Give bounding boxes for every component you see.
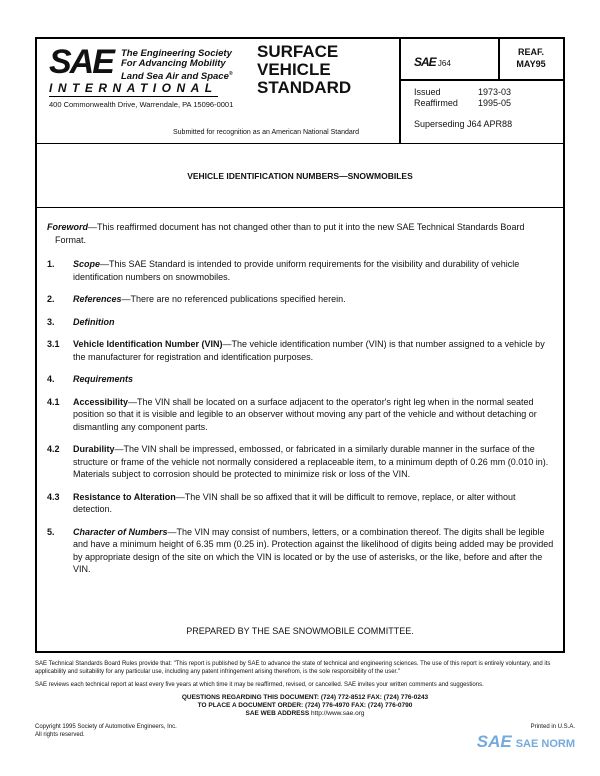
- reaffirmed-date: 1995-05: [478, 98, 512, 108]
- section-heading: Vehicle Identification Number (VIN): [73, 339, 223, 349]
- document-frame: [35, 37, 565, 653]
- watermark-logo: SAE: [476, 732, 512, 751]
- section: [47, 316, 557, 329]
- address: 400 Commonwealth Drive, Warrendale, PA 15096-0001: [49, 100, 234, 109]
- rights: All rights reserved.: [35, 732, 85, 738]
- web-link[interactable]: http://www.sae.org: [311, 710, 365, 717]
- copyright: Copyright 1995 Society of Automotive Engineers, Inc.: [35, 724, 177, 730]
- section-heading: Definition: [73, 316, 115, 327]
- status-line: REAF.: [517, 47, 544, 57]
- section: [47, 258, 557, 283]
- section-text: —The VIN shall be so affixed that it will be difficult to remove, replace, or alter without detection.: [73, 491, 516, 514]
- section-number: 4.2: [47, 444, 60, 454]
- section-number: 4.: [47, 374, 55, 384]
- order-phone: (724) 776-4970 FAX: (724) 776-0790: [305, 702, 413, 709]
- section-text: —The VIN shall be located on a surface adjacent to the operator's right leg when in the normal seated position so that it is visible and legible to an observer without moving any part of the vehicle and without detaching or dismantling any component parts.: [73, 396, 537, 432]
- section-heading: Scope: [73, 259, 101, 269]
- contact-info: [35, 694, 575, 718]
- section: [47, 396, 557, 434]
- printed-in: Printed in U.S.A.: [530, 724, 575, 730]
- tagline-line: The Engineering Society: [121, 48, 232, 59]
- section: [47, 293, 557, 306]
- doc-number-value: J64: [437, 59, 451, 68]
- document-title: VEHICLE IDENTIFICATION NUMBERS—SNOWMOBILES: [37, 144, 563, 208]
- document-header: [37, 39, 563, 144]
- document-footer: [35, 660, 575, 751]
- section-heading: Character of Numbers: [73, 526, 168, 537]
- section-heading: Durability: [73, 444, 115, 454]
- standard-type: [257, 43, 351, 97]
- section: [47, 338, 557, 363]
- standard-type-line: SURFACE: [257, 42, 339, 61]
- foreword-text: —This reaffirmed document has not changed other than to put it into the new SAE Technical Standards Board Format.: [55, 222, 525, 245]
- document-body: [47, 221, 557, 586]
- tagline: [121, 49, 233, 82]
- board-rules: SAE Technical Standards Board Rules provide that: "This report is published by SAE to advance the state of technical and engineering sciences. The use of this report is entirely voluntary, and its applicability and suitability for any particular use, including any patent infringement arising therefrom, is the sole responsibility of the user.": [35, 661, 551, 675]
- registered-mark: ®: [228, 71, 233, 77]
- web-label: SAE WEB ADDRESS: [245, 710, 310, 717]
- section-text: —There are no referenced publications specified herein.: [121, 294, 346, 304]
- issued-label: Issued: [414, 87, 441, 97]
- foreword: [47, 221, 557, 246]
- section: [47, 443, 557, 481]
- section-heading: Requirements: [73, 374, 134, 384]
- foreword-heading: Foreword: [47, 222, 89, 232]
- questions-phone: (724) 772-8512 FAX: (724) 776-0243: [320, 694, 429, 701]
- sae-logo: [49, 45, 249, 109]
- section-number: 1.: [47, 259, 55, 269]
- section-heading: References: [73, 294, 122, 304]
- order-label: TO PLACE A DOCUMENT ORDER:: [197, 702, 304, 709]
- watermark-text: SAE NORM: [515, 738, 575, 750]
- section-number: 5.: [47, 526, 55, 537]
- section-text: —The vehicle identification number (VIN) is that number assigned to a vehicle by the manufacturer for registration and identification purposes.: [73, 339, 545, 362]
- sae-norm-watermark: [477, 733, 575, 751]
- status-line: MAY95: [516, 59, 546, 69]
- section: [47, 373, 557, 386]
- section-number: 4.3: [47, 491, 60, 502]
- section-heading: Accessibility: [73, 396, 129, 407]
- reaffirmed-label: Reaffirmed: [414, 98, 458, 108]
- section: [47, 526, 557, 576]
- prepared-by: PREPARED BY THE SAE SNOWMOBILE COMMITTEE.: [186, 626, 414, 636]
- standard-type-line: STANDARD: [257, 78, 352, 97]
- international-label: INTERNATIONAL: [49, 81, 218, 95]
- tagline-line: Land Sea Air and Space: [121, 71, 229, 83]
- doc-number: [414, 55, 451, 69]
- doc-prefix: SAE: [414, 55, 436, 69]
- status-badge: [499, 46, 563, 70]
- dates: [414, 87, 511, 109]
- issued-date: 1973-03: [478, 87, 512, 97]
- section-number: 3.1: [47, 339, 60, 349]
- section-number: 3.: [47, 316, 55, 327]
- section-text: —The VIN may consist of numbers, letters, or a combination thereof. The digits shall be legible and have a minimum height of 6.35 mm (0.25 in). Protection against the likelihood of digits being added may be provided by appropriate design of the site on which the VIN is located or by the use of asterisks, or the like, before and after the VIN.: [73, 526, 554, 574]
- ansi-note: Submitted for recognition as an American National Standard: [173, 129, 359, 136]
- tagline-line: For Advancing Mobility: [121, 58, 226, 69]
- section-heading: Resistance to Alteration: [73, 491, 176, 502]
- superseding: Superseding J64 APR88: [414, 119, 513, 129]
- questions-label: QUESTIONS REGARDING THIS DOCUMENT:: [181, 694, 320, 701]
- section-text: —This SAE Standard is intended to provide uniform requirements for the visibility and durability of vehicle identification numbers on snowmobiles.: [73, 259, 520, 282]
- section-number: 4.1: [47, 396, 60, 407]
- section-text: —The VIN shall be impressed, embossed, or fabricated in a similarly durable manner in the surface of the structure or frame of the vehicle not normally considered a replaceable item, to a minimum depth of 0.26 mm (0.010 in). Materials subject to corrosion should be protected to minimize risk or loss of the VIN.: [73, 444, 549, 479]
- logo-mark: SAE: [49, 43, 113, 81]
- review-note: SAE reviews each technical report at least every five years at which time it may be reaffirmed, revised, or cancelled. SAE invites your written comments and suggestions.: [35, 682, 484, 688]
- standard-type-line: VEHICLE: [257, 60, 331, 79]
- section: [47, 491, 557, 516]
- section-number: 2.: [47, 294, 55, 304]
